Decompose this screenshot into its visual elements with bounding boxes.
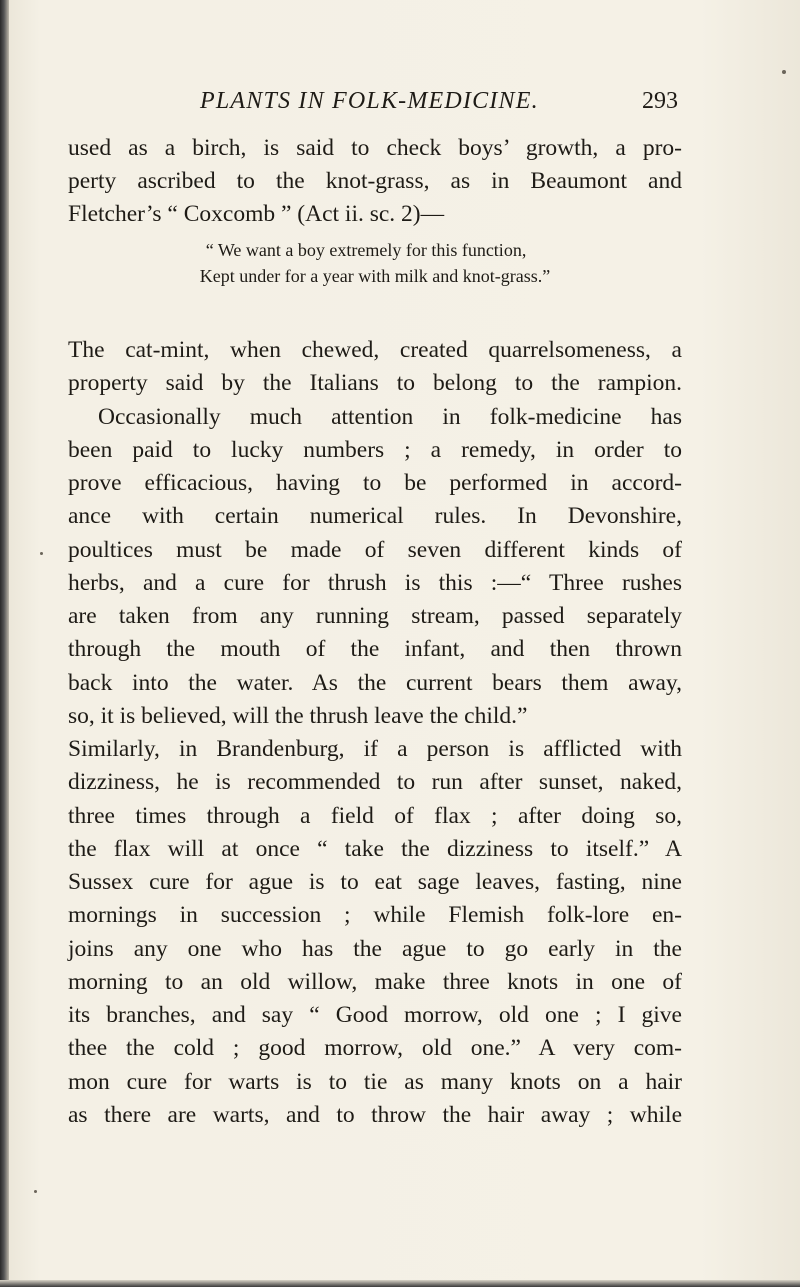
text-line: The cat-mint, when chewed, created quarrelsomeness, a [68, 337, 682, 363]
page-bottom-edge [0, 1280, 800, 1287]
text-line: joins any one who has the ague to go early in the [68, 935, 682, 962]
text-line: Sussex cure for ague is to eat sage leaves, fasting, nine [68, 869, 682, 895]
text-line: ance with certain numerical rules. In Devonshire, [68, 503, 682, 530]
running-head: PLANTS IN FOLK-MEDICINE. [200, 88, 539, 114]
text-line: prove efficacious, having to be performed in accord- [68, 470, 682, 496]
quote-line: “ We want a boy extremely for this function, [205, 240, 527, 260]
paper-speck [782, 70, 786, 74]
text-line: herbs, and a cure for thrush is this :—“ Three rushes [68, 569, 682, 596]
verse-quotation [68, 237, 682, 289]
text-line: property said by the Italians to belong to the rampion. [68, 370, 682, 397]
text-line: as there are warts, and to throw the hair away ; while [68, 1101, 682, 1128]
text-line: thee the cold ; good morrow, old one.” A very com- [68, 1035, 682, 1062]
text-line: been paid to lucky numbers ; a remedy, in order to [68, 436, 682, 463]
text-line: Similarly, in Brandenburg, if a person is afflicted with [68, 736, 682, 762]
text-line: three times through a field of flax ; after doing so, [68, 802, 682, 829]
text-line: Occasionally much attention in folk-medicine has [98, 403, 682, 430]
text-line: mornings in succession ; while Flemish folk-lore en- [68, 902, 682, 929]
text-line: dizziness, he is recommended to run after sunset, naked, [68, 769, 682, 796]
paragraph-2 [68, 334, 682, 1132]
text-line: back into the water. As the current bears them away, [68, 669, 682, 696]
book-spine-shadow [0, 0, 9, 1287]
text-line: through the mouth of the infant, and then thrown [68, 636, 682, 663]
text-line: used as a birch, is said to check boys’ growth, a pro- [68, 135, 682, 161]
quote-line: Kept under for a year with milk and knot-grass.” [199, 266, 551, 286]
page-number: 293 [642, 88, 678, 114]
text-line: mon cure for warts is to tie as many knots on a hair [68, 1068, 682, 1095]
text-line: so, it is believed, will the thrush leave the child.” [68, 702, 528, 729]
text-line: poultices must be made of seven different kinds of [68, 536, 682, 563]
text-line: are taken from any running stream, passed separately [68, 603, 682, 629]
paper-speck [34, 1190, 37, 1193]
text-line: the flax will at once “ take the dizziness to itself.” A [68, 835, 682, 862]
text-line: its branches, and say “ Good morrow, old one ; I give [68, 1002, 682, 1028]
text-line: morning to an old willow, make three knots in one of [68, 968, 682, 995]
text-line: Fletcher’s “ Coxcomb ” (Act ii. sc. 2)— [68, 201, 445, 227]
paper-speck [40, 552, 43, 555]
text-line: perty ascribed to the knot-grass, as in Beaumont and [68, 168, 682, 194]
paragraph-1 [68, 132, 682, 231]
page-header [200, 88, 678, 122]
